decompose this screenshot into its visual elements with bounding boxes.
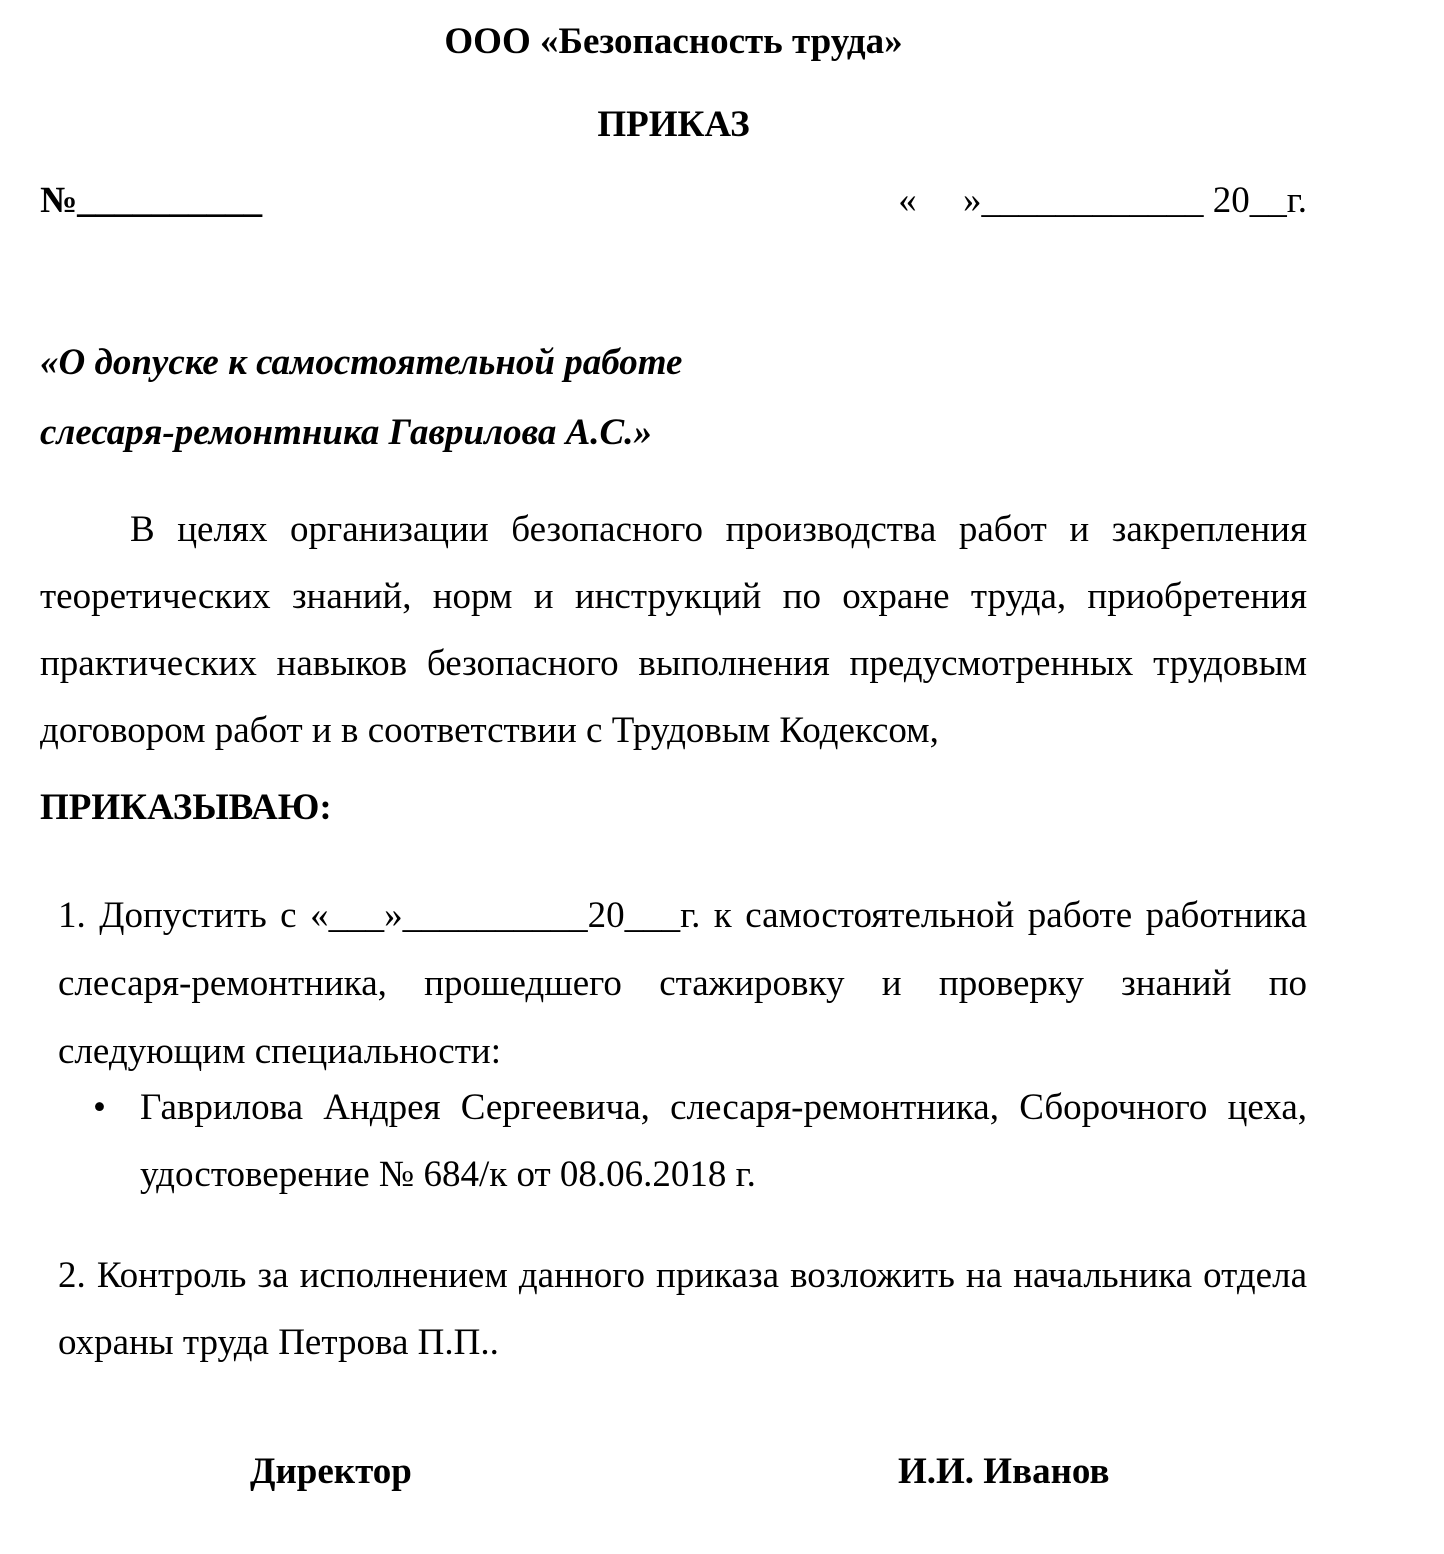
order-item-1-line: следующим специальности:	[58, 1031, 501, 1072]
subject-block	[40, 328, 1307, 468]
order-item-2-line: 2. Контроль за исполнением данного приказа возложить на начальника отдела	[58, 1255, 1307, 1296]
bullet-icon: •	[93, 1087, 106, 1128]
order-item-2-line: охраны труда Петрова П.П..	[58, 1322, 499, 1363]
subject-line: слесаря-ремонтника Гаврилова А.С.»	[40, 412, 652, 453]
order-heading: ПРИКАЗЫВАЮ:	[40, 787, 332, 828]
preamble-line: В целях организации безопасного производства работ и закрепления	[130, 509, 1307, 550]
worker-bullet-line: Гаврилова Андрея Сергеевича, слесаря-ремонтника, Сборочного цеха,	[140, 1087, 1307, 1128]
subject-line: «О допуске к самостоятельной работе	[40, 342, 683, 383]
signature-position: Директор	[250, 1451, 412, 1492]
order-item-1	[58, 882, 1307, 1086]
document-type-title: ПРИКАЗ	[597, 104, 750, 145]
worker-bullet-text	[140, 1074, 1307, 1208]
preamble-line: теоретических знаний, норм и инструкций по охране труда, приобретения	[40, 576, 1307, 617]
order-item-1-line: 1. Допустить с «___»__________20___г. к самостоятельной работе работника	[58, 895, 1307, 936]
worker-bullet-line: удостоверение № 684/к от 08.06.2018 г.	[140, 1154, 756, 1195]
company-title: ООО «Безопасность труда»	[444, 21, 903, 62]
signature-name: И.И. Иванов	[898, 1451, 1110, 1492]
preamble-line: договором работ и в соответствии с Трудовым Кодексом,	[40, 710, 939, 751]
preamble-line: практических навыков безопасного выполнения предусмотренных трудовым	[40, 643, 1307, 684]
order-item-2	[58, 1242, 1307, 1376]
order-date-blank: « »____________ 20__г.	[898, 180, 1307, 221]
order-item-1-line: слесаря-ремонтника, прошедшего стажировку и проверку знаний по	[58, 963, 1307, 1004]
preamble-paragraph	[40, 496, 1307, 764]
order-number-blank: №__________	[40, 180, 263, 221]
